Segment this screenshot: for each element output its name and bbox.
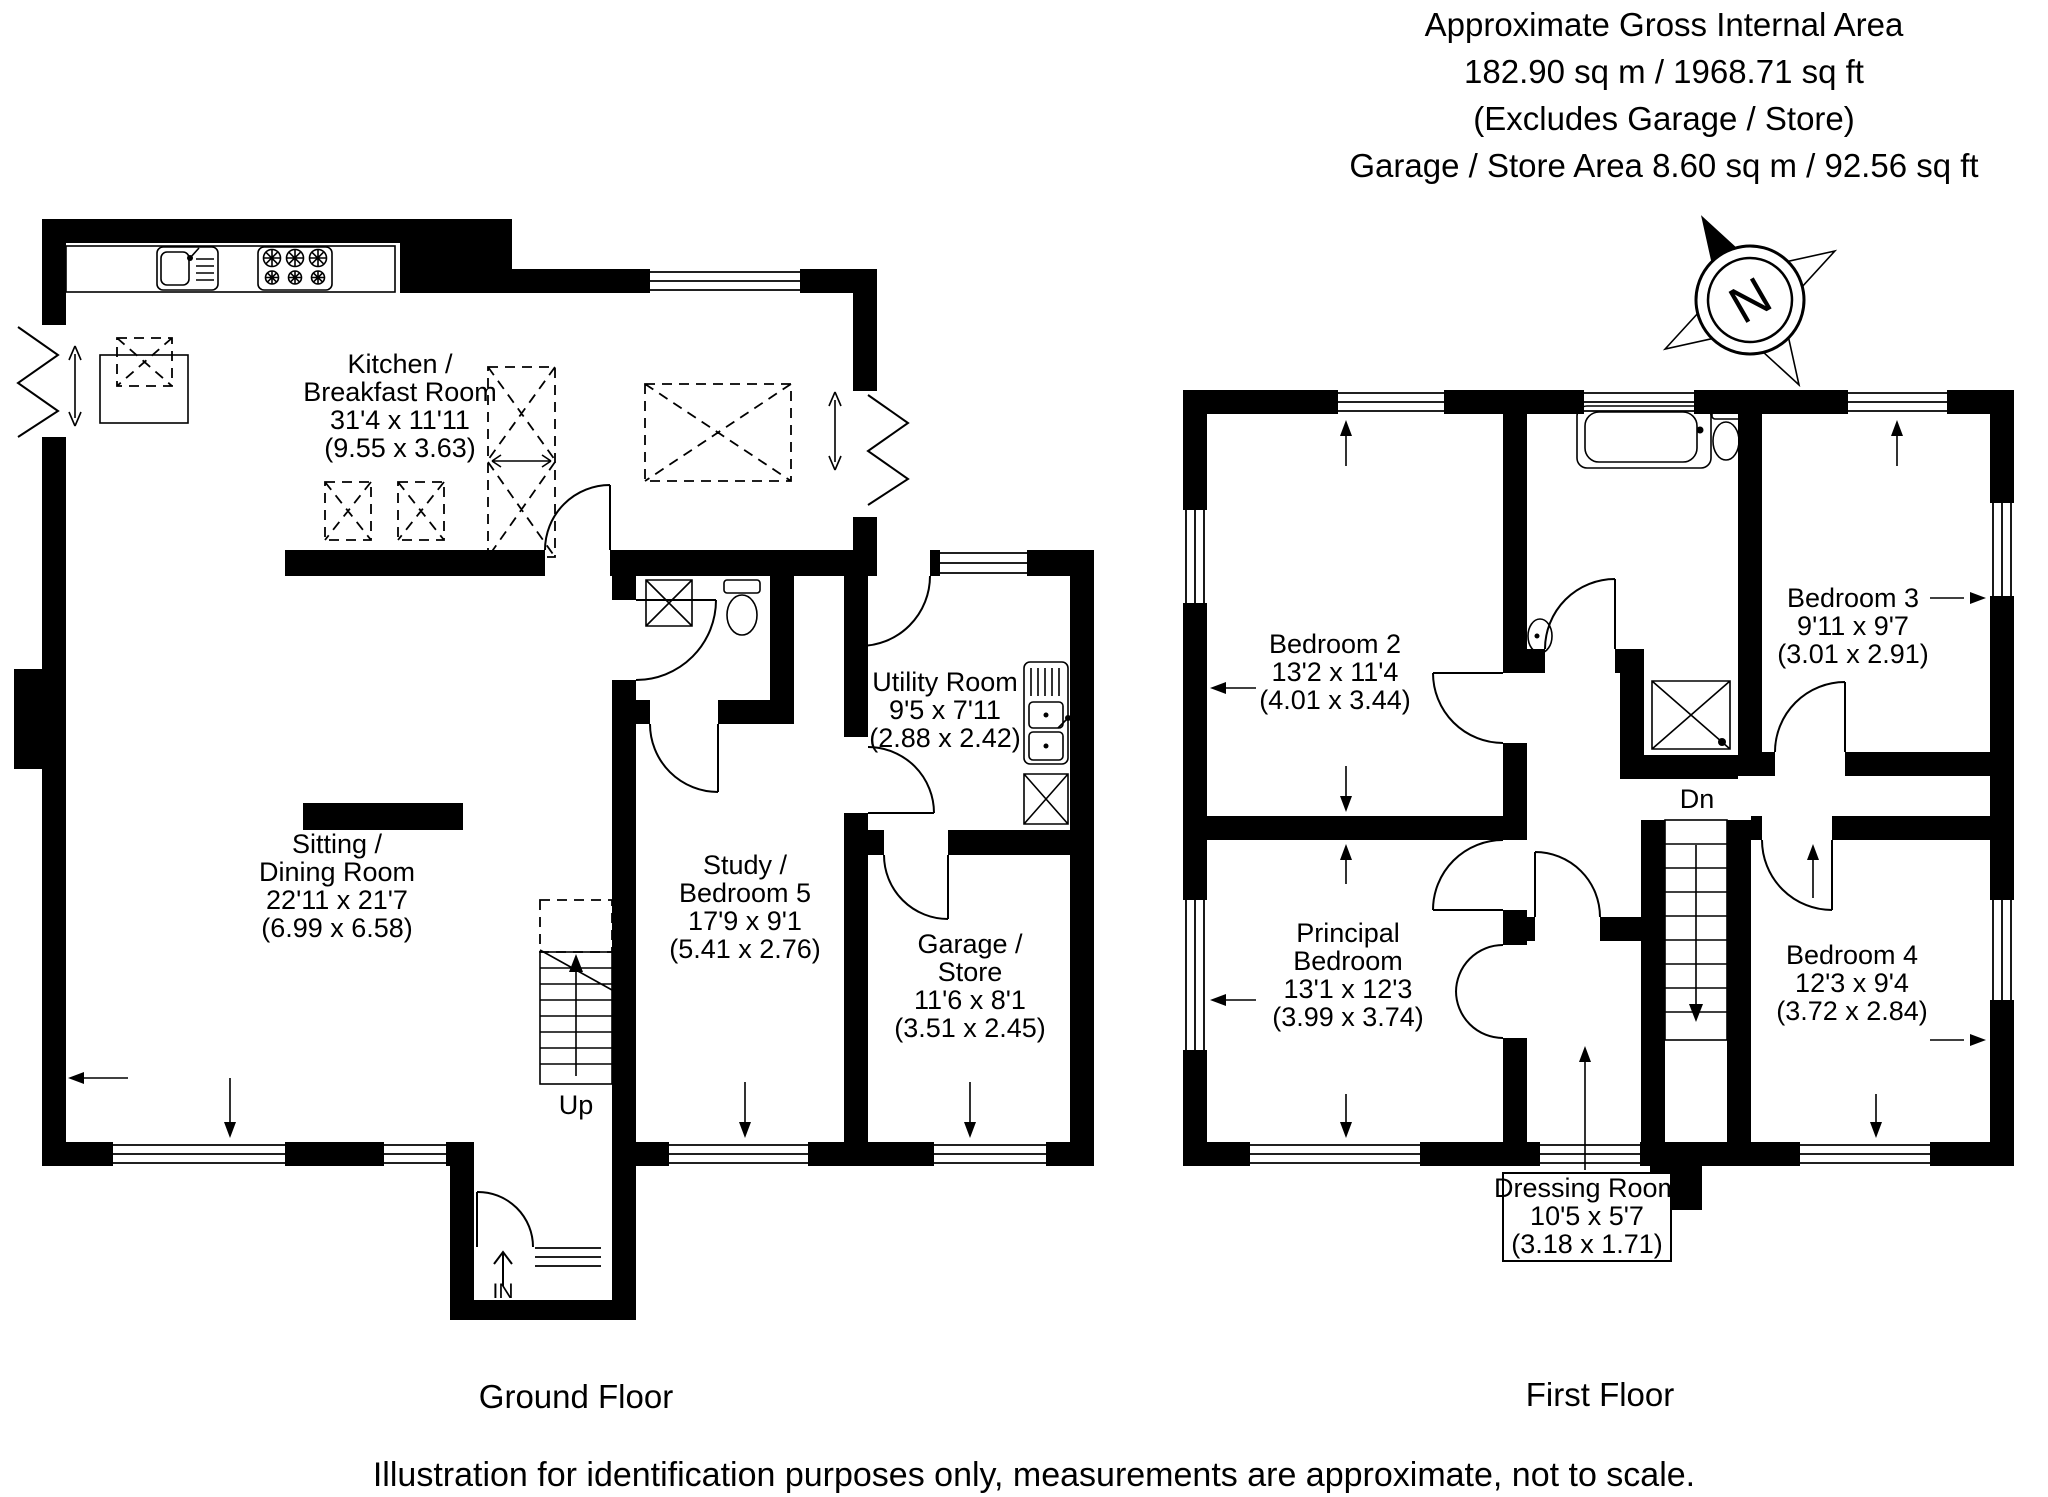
sitting-dims-metric: (6.99 x 6.58) — [261, 913, 413, 943]
first-floor-walls — [1183, 390, 2014, 1210]
principal-name-2: Bedroom — [1293, 946, 1403, 976]
bedroom4-name: Bedroom 4 — [1785, 940, 1919, 970]
gf-dimension-lines — [82, 1078, 970, 1124]
staircase-up — [540, 950, 612, 1084]
principal-dims-imperial: 13'1 x 12'3 — [1283, 974, 1413, 1004]
header-line-2: 182.90 sq m / 1968.71 sq ft — [1464, 53, 1864, 90]
bedroom3-name: Bedroom 3 — [1786, 583, 1920, 613]
header-line-1: Approximate Gross Internal Area — [1424, 6, 1904, 43]
shower-tray-icon — [646, 580, 692, 626]
sitting-name-2: Dining Room — [258, 857, 416, 887]
utility-drainer-lines — [1031, 668, 1059, 696]
kitchen-name-2: Breakfast Room — [303, 377, 497, 407]
bedroom4-label — [1776, 940, 1928, 1026]
sink-bowl — [161, 252, 189, 285]
study-label — [669, 850, 821, 964]
kitchen-sink-icon — [157, 247, 218, 290]
kitchen-dims-metric: (9.55 x 3.63) — [324, 433, 476, 463]
stairs-treads — [1665, 844, 1727, 1012]
bedroom2-name: Bedroom 2 — [1268, 629, 1402, 659]
drain-dot — [1044, 744, 1049, 749]
entrance-in-label: IN — [492, 1280, 514, 1303]
toilet-bowl-icon — [1713, 422, 1739, 460]
shower-icon — [1652, 681, 1730, 749]
utility-sink-icon — [1024, 662, 1071, 824]
garage-label — [894, 929, 1046, 1043]
header-area-text — [1349, 6, 1978, 184]
first-floor-windows — [1186, 393, 2011, 1163]
sitting-room-label — [259, 829, 415, 943]
stairs-up-label: Up — [558, 1090, 594, 1120]
bedroom2-label — [1259, 629, 1411, 715]
kitchen-counter — [66, 246, 395, 292]
bathtub-inner — [1585, 412, 1697, 462]
principal-name-1: Principal — [1296, 918, 1400, 948]
study-name-2: Bedroom 5 — [678, 878, 812, 908]
basin-tap-dot — [1535, 634, 1540, 639]
dressing-dims-metric: (3.18 x 1.71) — [1511, 1229, 1663, 1259]
first-floor-plan — [1183, 390, 2014, 1261]
staircase-down — [1665, 820, 1727, 1040]
sitting-name-1: Sitting / — [291, 829, 383, 859]
gf-dimension-arrowheads — [68, 1072, 976, 1138]
utility-dims-imperial: 9'5 x 7'11 — [889, 695, 1001, 725]
stairs-up-arrowhead — [569, 954, 583, 972]
kitchen-dims-imperial: 31'4 x 11'11 — [330, 405, 470, 435]
utility-label — [869, 667, 1021, 753]
garage-name-1: Garage / — [917, 929, 1023, 959]
kitchen-label — [303, 349, 497, 463]
utility-tap-dot — [1065, 715, 1071, 721]
sitting-dims-imperial: 22'11 x 21'7 — [266, 885, 408, 915]
cloakroom-fixtures — [646, 580, 760, 635]
ground-floor-caption: Ground Floor — [478, 1378, 674, 1415]
kitchen-name-1: Kitchen / — [347, 349, 453, 379]
kitchen-hob-icon — [258, 247, 332, 290]
stairs-down-label: Dn — [1679, 784, 1715, 814]
bedroom3-label — [1777, 583, 1929, 669]
kitchen-table — [100, 355, 188, 423]
garage-name-2: Store — [937, 957, 1003, 987]
principal-dims-metric: (3.99 x 3.74) — [1272, 1002, 1424, 1032]
first-floor-caption: First Floor — [1525, 1376, 1675, 1413]
toilet-cistern-icon — [724, 580, 760, 593]
appliance-icon — [1024, 774, 1068, 824]
bedroom4-dims-metric: (3.72 x 2.84) — [1776, 996, 1928, 1026]
garage-dims-imperial: 11'6 x 8'1 — [914, 985, 1026, 1015]
principal-bedroom-label — [1272, 918, 1424, 1032]
study-name-1: Study / — [702, 850, 788, 880]
drain-dot — [1044, 713, 1049, 718]
compass-north-label: N — [1719, 266, 1782, 336]
bedroom2-dims-metric: (4.01 x 3.44) — [1259, 685, 1411, 715]
bedroom4-dims-imperial: 12'3 x 9'4 — [1795, 968, 1909, 998]
ground-floor-plan — [14, 219, 1094, 1320]
study-dims-metric: (5.41 x 2.76) — [669, 934, 821, 964]
dressing-room-label-box — [1494, 1173, 1680, 1261]
header-line-3: (Excludes Garage / Store) — [1473, 100, 1855, 137]
utility-name: Utility Room — [872, 667, 1018, 697]
dressing-name: Dressing Room — [1493, 1173, 1681, 1203]
ff-dimension-lines — [1222, 432, 1964, 1170]
bedroom2-dims-imperial: 13'2 x 11'4 — [1271, 657, 1399, 687]
sink-drainer-lines — [190, 248, 214, 280]
shower-drain-dot — [1718, 738, 1726, 746]
washbasin-icon — [1528, 619, 1552, 653]
stairs-down-arrowhead — [1689, 1004, 1703, 1022]
bedroom3-dims-metric: (3.01 x 2.91) — [1777, 639, 1929, 669]
study-dims-imperial: 17'9 x 9'1 — [688, 906, 802, 936]
garage-dims-metric: (3.51 x 2.45) — [894, 1013, 1046, 1043]
header-line-4: Garage / Store Area 8.60 sq m / 92.56 sq ft — [1349, 147, 1979, 184]
bedroom3-dims-imperial: 9'11 x 9'7 — [1797, 611, 1909, 641]
dressing-dims-imperial: 10'5 x 5'7 — [1530, 1201, 1644, 1231]
utility-dims-metric: (2.88 x 2.42) — [869, 723, 1021, 753]
disclaimer-text: Illustration for identification purposes only, measurements are approximate, not to scale. — [372, 1456, 1696, 1494]
bath-tap-dot — [1697, 427, 1704, 434]
toilet-bowl-icon — [727, 595, 757, 635]
